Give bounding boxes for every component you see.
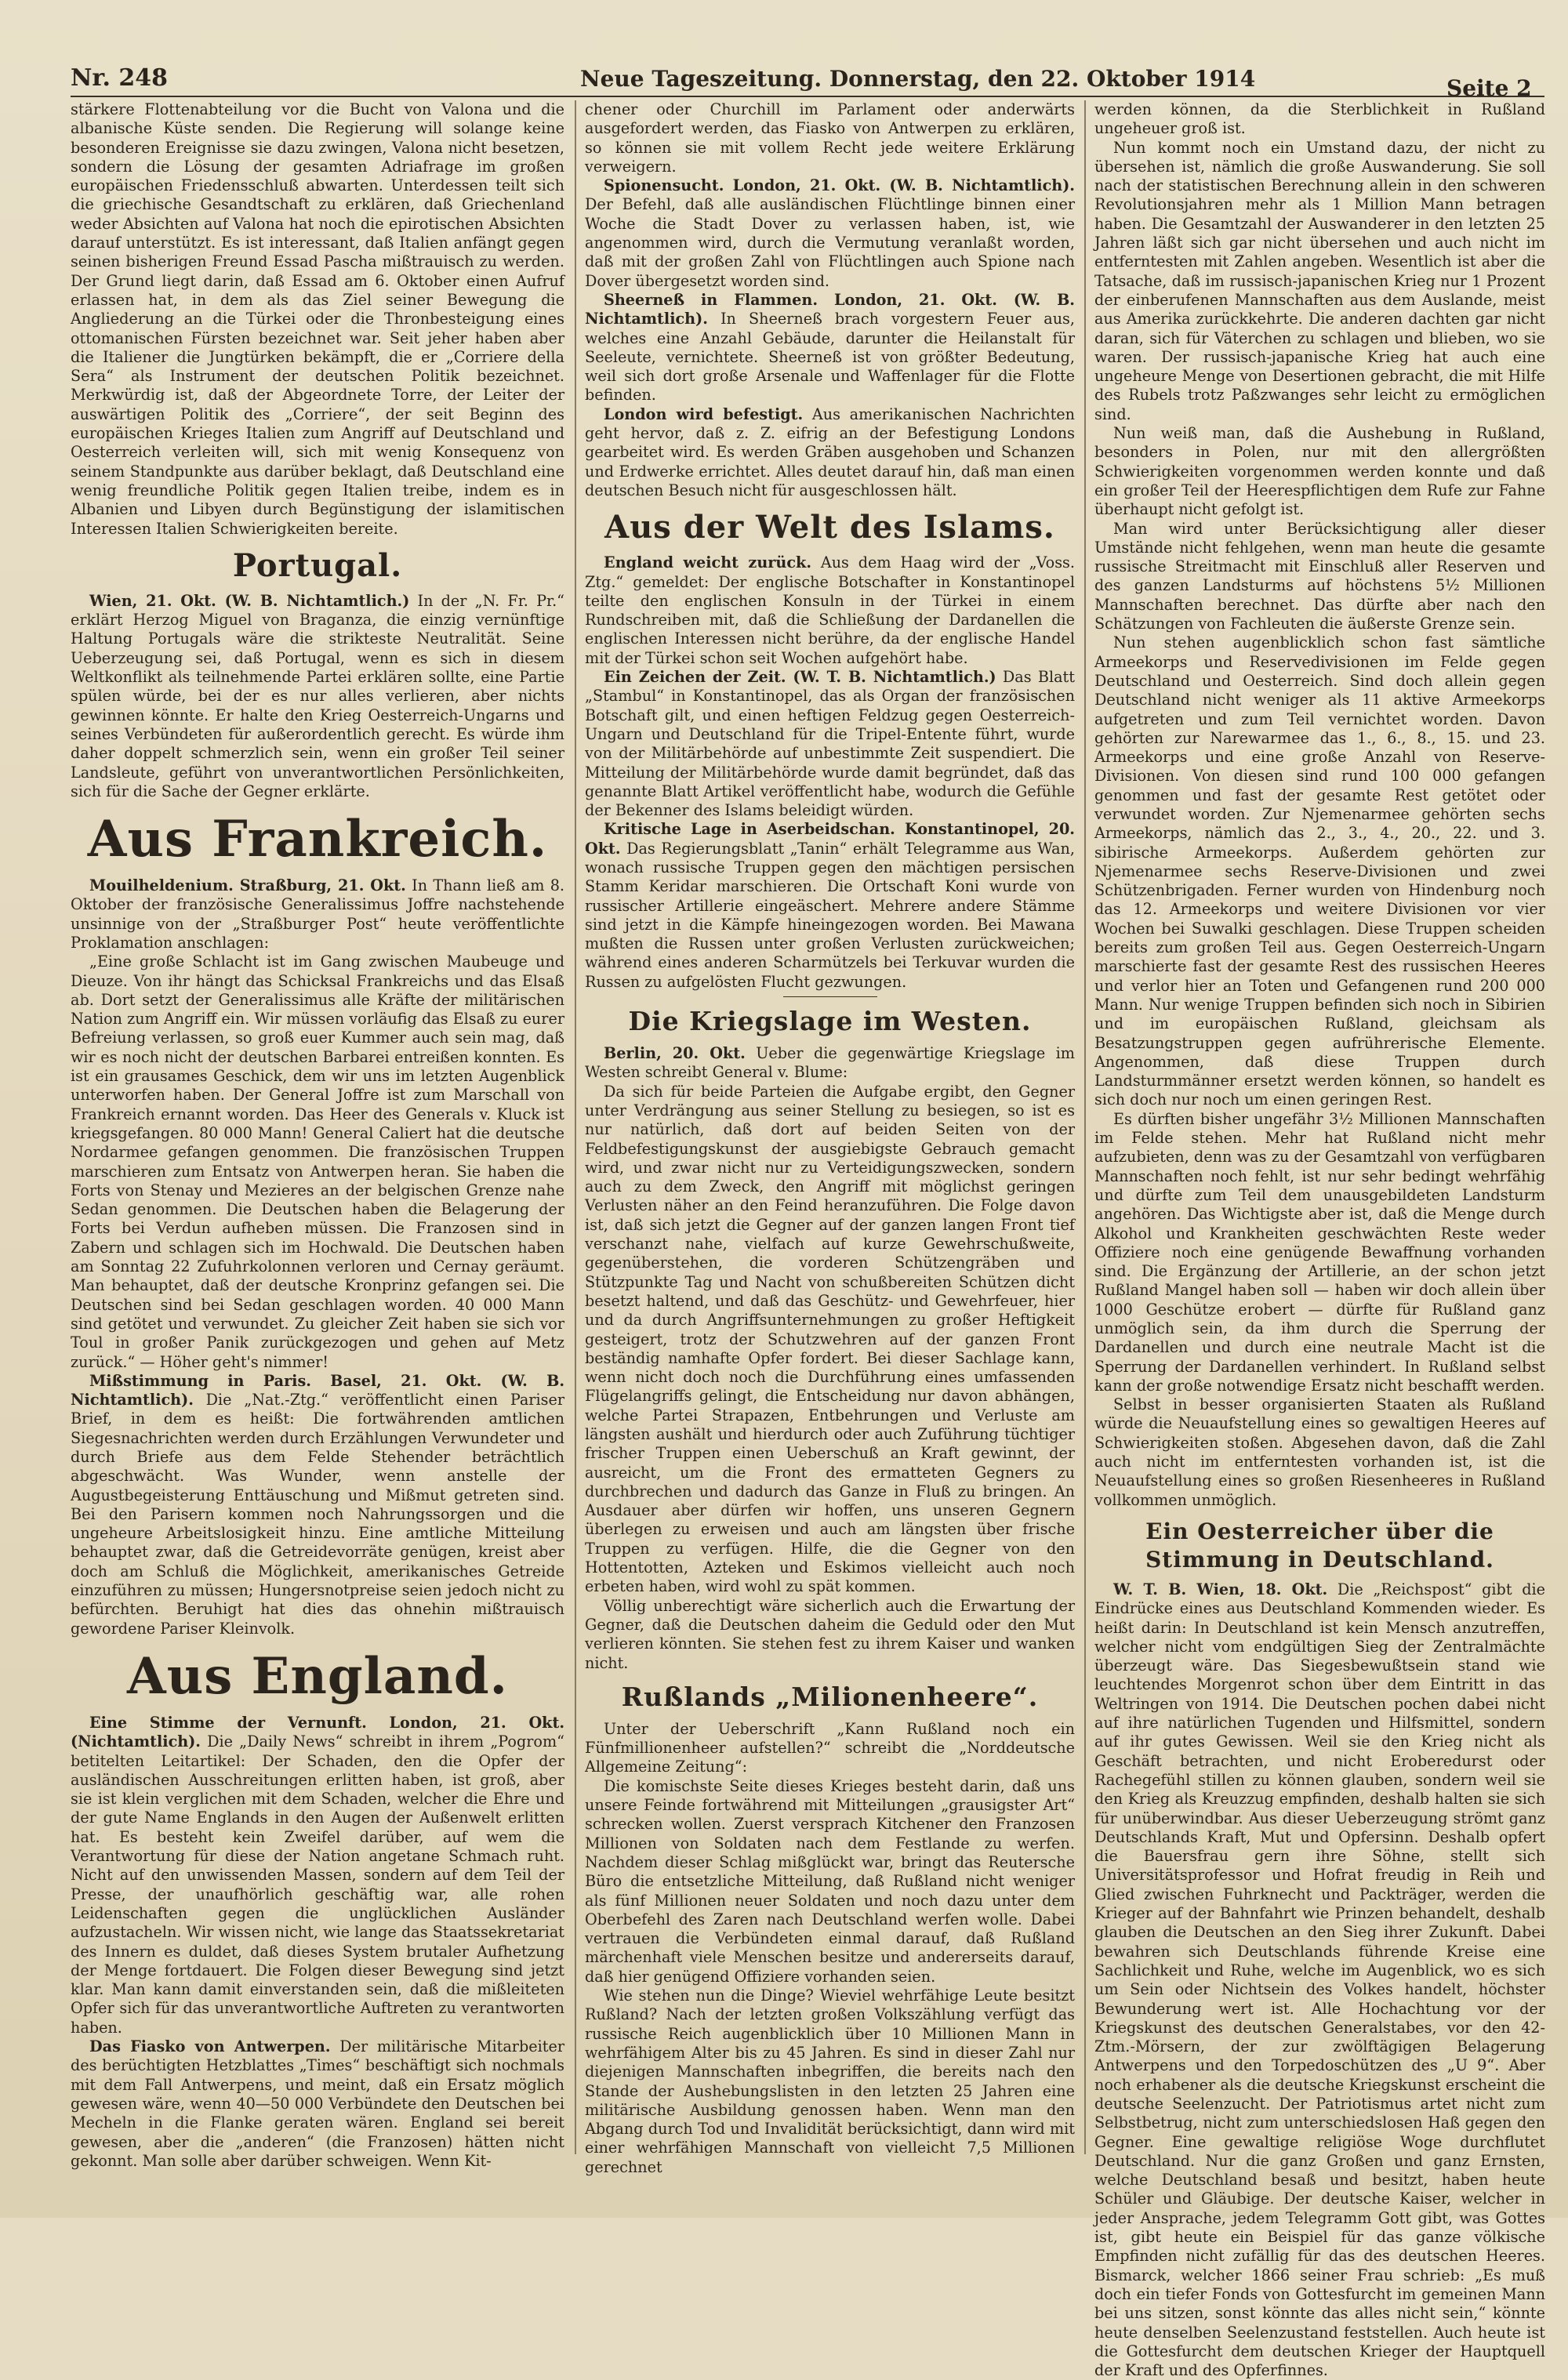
article-text: Nun stehen augenblicklich schon fast sämtliche Armeekorps und Reservedivisionen im Felde gegen Deutschland und Oesterreich. Sind doch allein gegen Deutschland nicht weniger als 11 aktive Armeekorps aufgetreten und zum Teil vernichtet worden. Davon gehörten zur Narewarmee das 1., 6., 8., 15. und 23. Armeekorps und eine große Anzahl von Reserve-Divisionen. Von diesen sind rund 100 000 gefangen genommen und fast der gesamte Rest getötet oder verwundet worden. Zur Njemenarmee gehörten sechs Armeekorps, nämlich das 2., 3., 4., 20., 22. und 3. sibirische Armeekorps. Außerdem gehörten zur Njemenarmee sechs Reserve-Divisionen und zwei Schützenbrigaden. Ferner wurden von Hindenburg noch das 12. Armeekorps und weitere Divisionen vor vier Wochen bei Suwalki geschlagen. Diese Truppen scheiden bereits zum großen Teil aus. Gegen Oesterreich-Ungarn marschierte fast der gesamte Rest des russischen Heeres und verlor hier an Toten und Gefangenen rund 200 000 Mann. Nur wenige Truppen befinden sich noch in Sibirien und im europäischen Rußland, gleichsam als Besatzungstruppen gegen aufrührerische Elemente. Angenommen, daß diese Truppen durch Landsturmmänner ersetzt werden können, so handelt es sich doch nur noch um einen geringen Rest.	[1094, 633, 1545, 1109]
heading-portugal: Portugal.	[232, 546, 403, 584]
article-text: Aus dem Haag wird der „Voss. Ztg.“ gemeldet: Der englische Botschafter in Konstantinopel teilte den englischen Konsuln in der Türkei in einem Rundschreiben mit, daß die Schließung der Dardanellen die englischen Interessen nicht berühre, da der englische Handel mit der Türkei schon seit Wochen aufgehört habe.	[585, 553, 1075, 667]
dateline: Mißstimmung in Paris. Basel, 21. Okt. (W. B. Nichtamtlich).	[71, 1371, 564, 1409]
dateline: London wird befestigt.	[604, 405, 804, 423]
column-2	[585, 100, 1075, 2176]
dateline: Das Fiasko von Antwerpen.	[89, 2037, 331, 2056]
article-text: Es dürften bisher ungefähr 3½ Millionen Mannschaften im Felde stehen. Mehr hat Rußland nicht mehr aufzubieten, denn was zu der Gesamtzahl von verfügbaren Mannschaften noch fehlt, ist nur sehr bedingt wehrfähig und dürfte zum Teil dem unausgebildeten Landsturm angehören. Das Wichtigste aber ist, daß die Menge durch Alkohol und Krankheiten geschwächten Reste weder Offiziere noch eine genügende Bewaffnung vorhanden sind. Die Ergänzung der Artillerie, an der schon jetzt Rußland Mangel haben soll — haben wir doch allein über 1000 Geschütze erobert — dürfte für Rußland ganz unmöglich sein, da ihm durch die Sperrung der Dardanellen und durch eine neutrale Macht ist die Sperrung der Dardanellen verhindert. In Rußland selbst kann der große notwendige Ersatz nicht beschafft werden.	[1094, 1109, 1545, 1395]
article-text: Der militärische Mitarbeiter des berüchtigten Hetzblattes „Times“ beschäftigt sich nochmals mit dem Fall Antwerpens, und meint, daß ein Ersatz möglich gewesen wäre, wenn 40—50 000 Verbündete den Deutschen bei Mecheln in die Flanke geraten wären. England sei bereit gewesen, aber die „anderen“ (die Franzosen) hätten nicht gekonnt. Man solle aber darüber schweigen. Wenn Kit-	[71, 2037, 564, 2170]
heading-westen: Die Kriegslage im Westen.	[628, 1006, 1032, 1037]
dateline: W. T. B. Wien, 18. Okt.	[1113, 1580, 1328, 1598]
heading-frankreich: Aus Frankreich.	[87, 810, 548, 869]
article-text: Man wird unter Berücksichtigung aller dieser Umstände nicht fehlgehen, wenn man heute die gesamte russische Streitmacht mit Einschluß aller Reserven und des ganzen Landsturms auf höchstens 5½ Millionen Mannschaften berechnet. Das dürfte aber nach den Schätzungen von Fachleuten die äußerste Grenze sein.	[1094, 519, 1545, 633]
dateline: Ein Zeichen der Zeit. (W. T. B. Nichtamtlich.)	[604, 668, 996, 687]
article-text: werden können, da die Sterblichkeit in Rußland ungeheuer groß ist.	[1094, 100, 1545, 138]
dateline: Mouilheldenium. Straßburg, 21. Okt.	[89, 876, 406, 895]
title-date: Neue Tageszeitung. Donnerstag, den 22. Oktober 1914	[580, 66, 1256, 92]
heading-russland: Rußlands „Milionenheere“.	[621, 1681, 1039, 1712]
dateline: Berlin, 20. Okt.	[604, 1044, 746, 1063]
article-text: Ueber die gegenwärtige Kriegslage im Westen schreibt General v. Blume:	[585, 1044, 1075, 1082]
heading-england: Aus England.	[127, 1646, 508, 1706]
article-text: Der Befehl, daß alle ausländischen Flüchtlinge binnen einer Woche die Stadt Dover zu verlassen haben, ist, wie angenommen wird, durch die Vermutung veranlaßt worden, daß mit der großen Zahl von Flüchtlingen auch Spione nach Dover übergesetzt worden sind.	[585, 195, 1075, 290]
column-3	[1094, 100, 1545, 2380]
article-text: In der „N. Fr. Pr.“ erklärt Herzog Miguel von Braganza, die einzig vernünftige Haltung Portugals wäre die strikteste Neutralität. Seine Ueberzeugung sei, daß Portugal, wenn es sich in diesem Weltkonflikt als teilnehmende Partei erklären sollte, eine Partie spülen würde, bei der es nur alles verlieren, aber nichts gewinnen könnte. Er halte den Krieg Oesterreich-Ungarns und seines Verbündeten für außerordentlich gerecht. Es würde ihm daher doppelt schmerzlich sein, wenn ein großer Teil seiner Landsleute, geführt von unverantwortlichen Persönlichkeiten, sich für die Sache der Gegner erklärte.	[71, 591, 564, 800]
dateline: Wien, 21. Okt. (W. B. Nichtamtlich.)	[89, 591, 410, 610]
column-separator	[575, 100, 576, 2154]
article-text: Die „Reichspost“ gibt die Eindrücke eines aus Deutschland Kommenden wieder. Es heißt darin: In Deutschland ist kein Mensch anzutreffen, welcher nicht vom endgültigen Sieg der Zentralmächte überzeugt wäre. Das Siegesbewußtsein stand wie leuchtendes Morgenrot schon über dem Eintritt in das Weltringen von 1914. Die Deutschen pochen dabei nicht auf ihre natürlichen Tugenden und Hilfsmittel, sondern auf ihr gutes Gewissen. Weil sie den Krieg nicht als Geschäft betrachten, und nicht Eroberedurst oder Rachegefühl stillen zu können glauben, sondern weil sie den Krieg als Kreuzzug empfinden, deshalb halten sie sich für unüberwindbar. Aus dieser Ueberzeugung strömt ganz Deutschlands Kraft, Mut und Opfersinn. Deshalb opfert die Bauersfrau gern ihre Söhne, stellt sich Universitätsprofessor und Hofrat freudig in Reih und Glied zwischen Fuhrknecht und Packträger, werden die Krieger auf der Bahnfahrt wie Prinzen behandelt, deshalb glauben die Deutschen an den Sieg ihrer Zukunft. Dabei bewahren sich Deutschlands führende Kreise eine Sachlichkeit und Ruhe, welche im Augenblick, wo es sich um Sein oder Nichtsein des Volkes handelt, höchster Bewunderung wert ist. Alle Hochachtung vor der Kriegskunst des deutschen Generalstabes, vor den 42-Ztm.-Mörsern, der zur zwölftägigen Belagerung Antwerpens und den Torpedoschützen des „U 9“. Aber noch erhabener als die deutsche Kriegskunst erscheint die deutsche Seelenzucht. Der Patriotismus artet nicht zum Selbstbetrug, nicht zum unterschiedslosen Haß gegen den Gegner. Eine gewaltige religiöse Woge durchflutet Deutschland. Nur die ganz Großen und ganz Ernsten, welche Deutschland besaß und besitzt, haben heute Schüler und Gläubige. Der deutsche Kaiser, welcher in jeder Ansprache, jedem Telegramm Gott gibt, was Gottes ist, gibt heute ein Beispiel für das ganze völkische Empfinden nicht zufällig für das des deutschen Heeres. Bismarck, welcher 1866 seiner Frau schrieb: „Es muß doch ein tiefer Fonds von Gottesfurcht im gemeinen Mann bei uns sitzen, sonst könnte das alles nicht sein,“ könnte heute denselben Seelenzustand feststellen. Auch heute ist die Gottesfurcht dem deutschen Krieger der Hauptquell der Kraft und des Opferfinnes.	[1094, 1580, 1545, 2380]
dateline: Sheerneß in Flammen. London, 21. Okt. (W. B. Nichtamtlich).	[585, 290, 1075, 328]
article-text: Die „Daily News“ schreibt in ihrem „Pogrom“ betitelten Leitartikel: Der Schaden, den die Opfer der ausländischen Ausschreitungen erlitten haben, ist groß, aber sie ist klein verglichen mit dem Schaden, welcher die Ehre und der gute Name Englands in den Augen der Außenwelt erlitten hat. Es besteht kein Zweifel darüber, auf wem die Verantwortung für diese der Nation angetane Schmach ruht. Nicht auf den unwissenden Massen, sondern auf dem Teil der Presse, der unaufhörlich geschäftig war, alle rohen Leidenschaften gegen die unglücklichen Ausländer aufzustacheln. Wir wissen nicht, wie lange das Staatssekretariat des Innern es duldet, daß dieses System brutaler Aufhetzung der Menge fortdauert. Die Folgen dieser Bewegung sind jetzt klar. Man kann damit einverstanden sein, daß die mißleiteten Opfer sich für das unverantwortliche Auftreten zu verantworten haben.	[71, 1732, 564, 2037]
heading-islam: Aus der Welt des Islams.	[604, 509, 1055, 546]
heading-oesterreicher: Ein Oesterreicher über die Stimmung in Deutschland.	[1145, 1518, 1494, 1573]
proclamation-text: „Eine große Schlacht ist im Gang zwischen Maubeuge und Dieuze. Von ihr hängt das Schicksal Frankreichs und das Elsaß ab. Dort setzt der Generalissimus alle Kräfte der militärischen Nation zum Angriff ein. Wir müssen vorläufig das Elsaß zu eurer Befreiung verlassen, so groß euer Kummer auch sein mag, daß wir es noch nicht der deutschen Barbarei entreißen konnten. Es ist ein grausames Geschick, dem wir uns im letzten Augenblick unterworfen haben. Der General Joffre ist zum Marschall von Frankreich ernannt worden. Das Heer des Generals v. Kluck ist kriegsgefangen. 80 000 Mann! General Caliert hat die deutsche Nordarmee gefangen genommen. Die französischen Truppen marschieren zum Entsatz von Antwerpen heran. Sie haben die Forts von Stenay und Mezieres an der belgischen Grenze nahe Sedan genommen. Die Deutschen haben die Belagerung der Forts bei Verdun aufheben müssen. Die Franzosen sind in Zabern und schlagen sich im Hochwald. Die Deutschen haben am Sonntag 22 Zufuhrkolonnen verloren und Cernay geräumt. Man behauptet, daß der deutsche Kronprinz gefangen sei. Die Deutschen sind bei Sedan geschlagen worden. 40 000 Mann sind getötet und verwundet. Zu gleicher Zeit haben sie sich vor Toul in großer Panik zurückgezogen und gehen auf Metz zurück.“ — Höher geht's nimmer!	[71, 952, 564, 1371]
dateline: Eine Stimme der Vernunft. London, 21. Okt. (Nichtamtlich).	[71, 1713, 564, 1751]
dateline: Kritische Lage in Aserbeidschan. Konstantinopel, 20. Okt.	[585, 820, 1075, 858]
issue-number: Nr. 248	[71, 64, 168, 92]
article-text: Da sich für beide Parteien die Aufgabe ergibt, den Gegner unter Verdrängung aus seiner Stellung zu besiegen, so ist es nur natürlich, daß dort auf beiden Seiten von der Feldbefestigungskunst der ausgiebigste Gebrauch gemacht wird, und zwar nicht nur zu Verteidigungszwecken, sondern auch zu dem Zweck, den Angriff mit möglichst geringen Verlusten näher an den Feind heranzuführen. Die Folge davon ist, daß sich jetzt die Gegner auf der ganzen langen Front tief verschanzt nahe, vielfach auf kurze Gewehrschußweite, gegenüberstehen, die vorderen Schützengräben und Stützpunkte Tag und Nacht von schußbereiten Schützen dicht besetzt haltend, und daß das Geschütz- und Gewehrfeuer, hier und da durch Angriffsunternehmungen zu großer Heftigkeit gesteigert, trotz der Schutzwehren auf der ganzen Front beständig namhafte Opfer fordert. Bei dieser Sachlage kann, wenn nicht doch noch die Durchführung eines umfassenden Flügelangriffs gelingt, die Entscheidung nur davon abhängen, welche Partei Strapazen, Entbehrungen und Verluste am längsten aushält und hierdurch oder auch Zuführung tüchtiger frischer Truppen einen Ueberschuß an Kraft gewinnt, der ausreicht, um die Front des ermatteten Gegners zu durchbrechen und dadurch das Ganze in Fluß zu bringen. An Ausdauer aber dürfen wir hoffen, uns unseren Gegnern überlegen zu erweisen und auch am längsten über frische Truppen zu verfügen. Hilfe, die die Gegner von den Hottentotten, Azteken und Eskimos vielleicht auch noch erbeten haben, wird wohl zu spät kommen.	[585, 1082, 1075, 1596]
column-separator	[1084, 100, 1086, 2154]
article-text: In Sheerneß brach vorgestern Feuer aus, welches eine Anzahl Gebäude, darunter die Heilanstalt für Seeleute, vernichtete. Sheerneß ist von größter Bedeutung, weil sich dort große Arsenale und Waffenlager für die Flotte befinden.	[585, 310, 1075, 405]
article-text: Völlig unberechtigt wäre sicherlich auch die Erwartung der Gegner, daß die Deutschen daheim die Geduld oder den Mut verlieren könnten. Sie stehen fest zu ihrem Kaiser und wanken nicht.	[585, 1596, 1075, 1672]
article-text: Nun weiß man, daß die Aushebung in Rußland, besonders in Polen, nur mit den allergrößten Schwierigkeiten vorgenommen werden konnte und daß ein großer Teil der Heerespflichtigen dem Rufe zur Fahne überhaupt nicht gefolgt ist.	[1094, 424, 1545, 519]
article-text: In Thann ließ am 8. Oktober der französische Generalissimus Joffre nachstehende unsinnige von der „Straßburger Post“ heute veröffentlichte Proklamation anschlagen:	[71, 876, 564, 952]
divider	[783, 996, 877, 997]
article-text: Aus amerikanischen Nachrichten geht hervor, daß z. Z. eifrig an der Befestigung Londons gearbeitet wird. Es werden Gräben ausgehoben und Schanzen und Erdwerke errichtet. Alles deutet darauf hin, daß man einen deutschen Besuch nicht für ausgeschlossen hält.	[585, 405, 1075, 499]
dateline: Spionensucht. London, 21. Okt. (W. B. Nichtamtlich).	[604, 176, 1075, 195]
article-text: chener oder Churchill im Parlament oder anderwärts ausgefordert werden, das Fiasko von Antwerpen zu erklären, so können sie mit vollem Recht jede weitere Erklärung verweigern.	[585, 100, 1075, 176]
page-number: Seite 2	[1446, 75, 1532, 101]
article-text: Selbst in besser organisierten Staaten als Rußland würde die Neuaufstellung eines so gewaltigen Heeres auf Schwierigkeiten stoßen. Abgesehen davon, daß die Zahl auch nicht im entferntesten vorhanden ist, ist die Neuaufstellung eines so großen Riesenheeres in Rußland vollkommen unmöglich.	[1094, 1395, 1545, 1509]
article-text: Die komischste Seite dieses Krieges besteht darin, daß uns unsere Feinde fortwährend mit Mitteilungen „grausigster Art“ schrecken wollen. Zuerst versprach Kitchener den Franzosen Millionen von Soldaten nach dem Festlande zu werfen. Nachdem dieser Schlag mißglückt war, bringt das Reutersche Büro die entsetzliche Mitteilung, daß Rußland nicht weniger als fünf Millionen neuer Soldaten und noch dazu unter dem Oberbefehl des Zaren nach Deutschland werfen wolle. Dabei vertrauen die Verbündeten einmal darauf, daß Rußland märchenhaft viele Menschen besitze und andererseits darauf, daß hier genügend Offiziere vorhanden seien.	[585, 1776, 1075, 1986]
article-text: Das Blatt „Stambul“ in Konstantinopel, das als Organ der französischen Botschaft gilt, und einen heftigen Feldzug gegen Oesterreich-Ungarn und Deutschland für die Tripel-Entente führt, wurde von der Militärbehörde auf unbestimmte Zeit suspendiert. Die Mitteilung der Militärbehörde wurde damit begründet, daß das genannte Blatt Artikel veröffentlicht habe, wodurch die Gefühle der Bekenner des Islams beleidigt würden.	[585, 668, 1075, 820]
article-text: Die „Nat.-Ztg.“ veröffentlicht einen Pariser Brief, in dem es heißt: Die fortwährenden amtlichen Siegesnachrichten werden durch Erzählungen Verwundeter und durch Briefe aus dem Felde Stehender beträchtlich abgeschwächt. Was Wunder, wenn anstelle der Augustbegeisterung Enttäuschung und Mißmut getreten sind. Bei den Parisern kommen noch Nahrungssorgen und die ungeheure Arbeitslosigkeit hinzu. Eine amtliche Mitteilung behauptet zwar, daß die Getreidevorräte genügen, kreist aber doch am Schluß die Möglichkeit, amerikanisches Getreide einzuführen zu müssen; Hungersnotpreise seien jedoch nicht zu befürchten. Beruhigt hat dies das ohnehin mißtrauisch gewordene Pariser Kleinvolk.	[71, 1391, 564, 1638]
column-1	[71, 100, 564, 2170]
dateline: England weicht zurück.	[604, 553, 811, 572]
article-text: Das Regierungsblatt „Tanin“ erhält Telegramme aus Wan, wonach russische Truppen gegen den mächtigen persischen Stamm Keridar marschieren. Die Ortschaft Koni wurde von russischer Artillerie eingeäschert. Mehrere andere Stämme sind jetzt in die Kämpfe hineingezogen worden. Bei Mawana mußten die Russen unter großen Verlusten zurückweichen; während eines anderen Scharmützels bei Terkuvar wurden die Russen zu aufgelösten Flucht gezwungen.	[585, 839, 1075, 991]
article-text: Wie stehen nun die Dinge? Wieviel wehrfähige Leute besitzt Rußland? Nach der letzten großen Volkszählung verfügt das russische Reich augenblicklich über 10 Millionen Mann in wehrfähigem Alter bis zu 45 Jahren. Es sind in dieser Zahl nur diejenigen Mannschaften inbegriffen, die bereits nach den Stande der Aushebungslisten in den letzten 25 Jahren eine militärische Ausbildung genossen haben. Wenn man den Abgang durch Tod und Invalidität berücksichtigt, dann wird mit einer wehrfähigen Mannschaft von vielleicht 7,5 Millionen gerechnet	[585, 1986, 1075, 2176]
albania-text: stärkere Flottenabteilung vor die Bucht von Valona und die albanische Küste senden. Die Regierung will solange keine besonderen Ereignisse sie dazu zwingen, Valona nicht besetzen, sondern die Lösung der gesamten Adriafrage im großen europäischen Friedensschluß abwarten. Unterdessen teilt sich die griechische Gesandtschaft zu erklären, daß Griechenland weder Absichten auf Valona hat noch die epirotischen Absichten darauf unterstützt. Es ist interessant, daß Italien anfängt gegen seinen bisherigen Freund Essad Pascha mißtrauisch zu werden. Der Grund liegt darin, daß Essad am 6. Oktober einen Aufruf erlassen hat, in dem als das Ziel seiner Bewegung die Angliederung an die Türkei oder die Thronbesteigung eines ottomanischen Fürsten bezeichnet war. Seit jeher haben aber die Italiener die Jungtürken bekämpft, die er „Corriere della Sera“ als Instrument der deutschen Politik bezeichnet. Merkwürdig ist, daß der Abgeordnete Torre, der Leiter der auswärtigen Politik des „Corriere“, der seit Beginn des europäischen Krieges Italien zum Angriff auf Deutschland und Oesterreich verleiten will, sich mit wenig Konsequenz von seinem Standpunkte aus darüber beklagt, daß Deutschland eine wenig freundliche Politik gegen Italien treibe, indem es in Albanien und Libyen durch Begünstigung der islamitischen Interessen Italien Schwierigkeiten bereite.	[71, 100, 564, 538]
article-text: Unter der Ueberschrift „Kann Rußland noch ein Fünfmillionenheer aufstellen?“ schreibt die „Norddeutsche Allgemeine Zeitung“:	[585, 1719, 1075, 1776]
masthead-rule	[71, 96, 1544, 97]
article-text: Nun kommt noch ein Umstand dazu, der nicht zu übersehen ist, nämlich die große Auswanderung. Sie soll nach der statistischen Berechnung allein in den schweren Revolutionsjahren mehr als 1 Million Mann betragen haben. Die Gesamtzahl der Auswanderer in den letzten 25 Jahren läßt sich gar nicht übersehen und auch nicht im entferntesten mit Zahlen angeben. Wesentlich ist aber die Tatsache, daß im russisch-japanischen Krieg nur 1 Prozent der einberufenen Mannschaften aus dem Auslande, meist aus Amerika zurückkehrte. Die anderen dachten gar nicht daran, sich für Väterchen zu schlagen und blieben, wo sie waren. Der russisch-japanische Krieg hat auch eine ungeheure Menge von Desertionen gebracht, die mit Hilfe des Rubels trotz Paßzwanges sehr leicht zu ermöglichen sind.	[1094, 138, 1545, 423]
